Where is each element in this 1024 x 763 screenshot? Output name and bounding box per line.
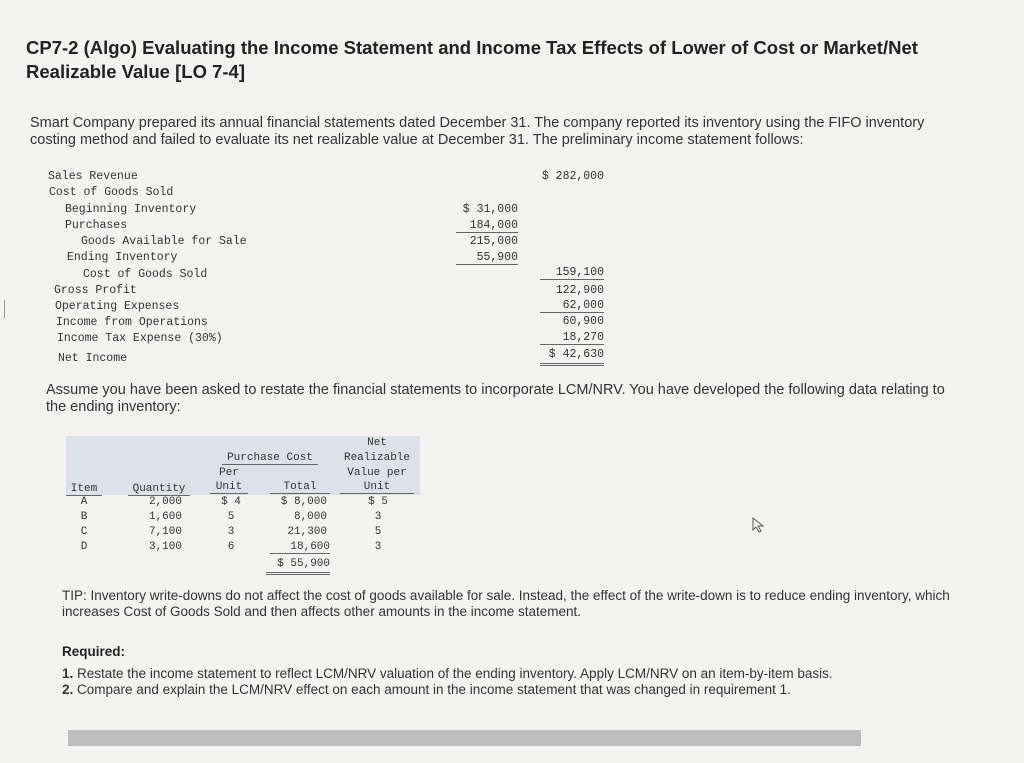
row-per-unit: $ 4: [221, 496, 241, 508]
income-from-operations-label: Income from Operations: [56, 316, 208, 329]
purchases-label: Purchases: [65, 219, 128, 232]
row-nrv: $ 5: [368, 496, 388, 508]
required-item: [62, 666, 962, 682]
header-quantity: Quantity: [128, 483, 190, 496]
header-per-1: Per: [219, 467, 239, 479]
operating-expenses-total: 62,000: [540, 299, 604, 313]
cost-of-goods-sold-total: 159,100: [540, 266, 604, 280]
row-total: $ 8,000: [280, 496, 327, 508]
row-per-unit: 3: [227, 526, 235, 538]
row-quantity: 2,000: [148, 496, 182, 508]
row-quantity: 1,600: [148, 511, 182, 523]
row-nrv: 5: [374, 526, 382, 538]
inventory-grand-total: $ 55,900: [266, 558, 330, 575]
tip-paragraph: TIP: Inventory write-downs do not affect the cost of goods available for sale. Instead, the effect of the write-down is to reduce ending inventory, which increases Cost of Goods Sold and then affects other amounts in the income statement.: [62, 588, 950, 619]
income-from-operations-total: 60,900: [562, 315, 604, 328]
header-nrv-1: Net: [367, 437, 387, 449]
row-nrv: 3: [374, 511, 382, 523]
required-item-text: Restate the income statement to reflect LCM/NRV valuation of the ending inventory. Apply LCM/NRV on an item-by-item basis.: [77, 666, 833, 681]
row-nrv: 3: [374, 541, 382, 553]
required-title: Required:: [62, 644, 126, 659]
row-total: 8,000: [293, 511, 327, 523]
row-quantity: 7,100: [148, 526, 182, 538]
required-list: [62, 666, 962, 698]
header-nrv-3: Value per: [347, 467, 407, 479]
purchases-amount: 184,000: [456, 219, 518, 233]
row-per-unit: 5: [227, 511, 235, 523]
ending-inventory-amount: 55,900: [456, 251, 518, 265]
row-total: 21,300: [287, 526, 327, 538]
answer-area-bar[interactable]: [68, 730, 861, 746]
row-item: D: [80, 541, 88, 553]
cost-of-goods-sold-label: Cost of Goods Sold: [83, 268, 208, 281]
gross-profit-total: 122,900: [555, 284, 604, 297]
sales-revenue-label: Sales Revenue: [48, 170, 138, 183]
page-title: CP7-2 (Algo) Evaluating the Income Statement and Income Tax Effects of Lower of Cost or Market/Net Realizable Value [LO 7-4]: [26, 37, 918, 82]
intro-paragraph: Smart Company prepared its annual financial statements dated December 31. The company reported its inventory using the FIFO inventory costing method and failed to evaluate its net realizable value at December 31. The preliminary income statement follows:: [30, 115, 925, 148]
row-item: A: [80, 496, 88, 508]
header-total: Total: [270, 481, 330, 494]
row-quantity: 3,100: [148, 541, 182, 553]
gross-profit-label: Gross Profit: [54, 284, 137, 297]
beginning-inventory-amount: $ 31,000: [462, 203, 518, 216]
row-total: 18,600: [270, 541, 330, 554]
cogs-header: Cost of Goods Sold: [49, 186, 174, 199]
income-tax-expense-total: 18,270: [540, 331, 604, 345]
header-per-2: Unit: [210, 481, 248, 494]
assume-paragraph: Assume you have been asked to restate the financial statements to incorporate LCM/NRV. You have developed the following data relating to the ending inventory:: [46, 382, 945, 415]
row-per-unit: 6: [227, 541, 235, 553]
header-purchase-cost: Purchase Cost: [222, 452, 318, 465]
net-income-label: Net Income: [58, 352, 128, 365]
net-income-total: $ 42,630: [540, 348, 604, 366]
sales-revenue-total: $ 282,000: [541, 170, 604, 183]
header-nrv-4: Unit: [340, 481, 414, 494]
window-edge-divider: [0, 300, 5, 318]
required-item-text: Compare and explain the LCM/NRV effect on each amount in the income statement that was changed in requirement 1.: [77, 682, 791, 697]
goods-available-label: Goods Available for Sale: [81, 235, 247, 248]
required-item-number: 1.: [62, 666, 74, 681]
ending-inventory-label: Ending Inventory: [67, 251, 178, 264]
operating-expenses-label: Operating Expenses: [55, 300, 180, 313]
required-item-number: 2.: [62, 682, 74, 697]
beginning-inventory-label: Beginning Inventory: [65, 203, 197, 216]
header-item: Item: [66, 483, 102, 496]
row-item: B: [80, 511, 88, 523]
mouse-pointer-icon: [752, 517, 766, 538]
goods-available-amount: 215,000: [469, 235, 518, 248]
required-item: [62, 682, 962, 698]
header-nrv-2: Realizable: [343, 452, 410, 464]
income-tax-expense-label: Income Tax Expense (30%): [57, 332, 223, 345]
row-item: C: [80, 526, 88, 538]
